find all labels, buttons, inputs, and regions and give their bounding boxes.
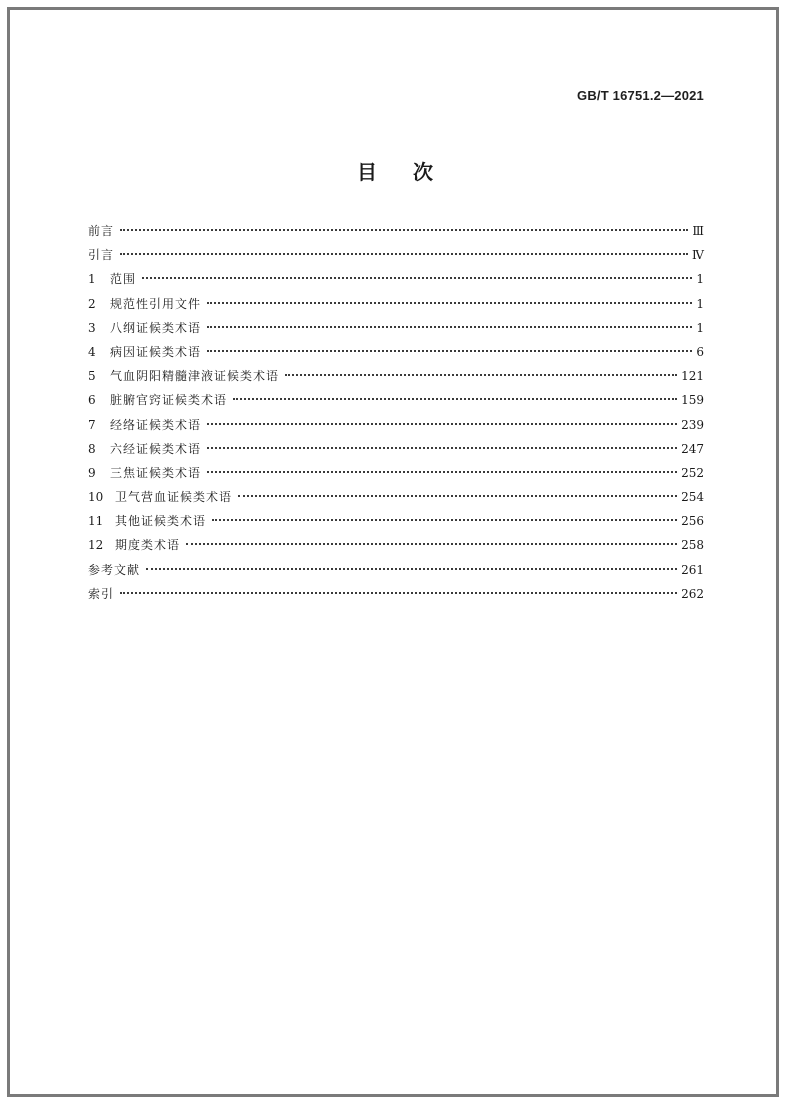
toc-entry[interactable] xyxy=(88,267,704,291)
toc-entry-page: Ⅲ xyxy=(692,224,704,238)
dot-leader xyxy=(146,568,677,570)
dot-leader xyxy=(285,374,677,376)
toc-entry[interactable] xyxy=(88,509,704,533)
toc-entry-page: Ⅳ xyxy=(692,248,704,263)
toc-entry-number: 1 xyxy=(88,272,96,287)
toc-entry[interactable] xyxy=(88,292,704,316)
toc-entry[interactable] xyxy=(88,243,704,267)
toc-entry-title: 其他证候类术语 xyxy=(115,514,207,529)
toc-entry-number: 8 xyxy=(88,441,96,456)
toc-entry-title: 卫气营血证候类术语 xyxy=(115,490,233,505)
dot-leader xyxy=(207,302,692,304)
toc-entry-number: 12 xyxy=(88,538,104,553)
toc-entry[interactable] xyxy=(88,364,704,388)
toc-entry-page: 254 xyxy=(681,490,704,505)
toc-entry-title: 规范性引用文件 xyxy=(110,296,202,311)
toc-entry-page: 1 xyxy=(696,296,704,311)
toc-entry[interactable] xyxy=(88,533,704,557)
toc-entry-title: 经络证候类术语 xyxy=(110,417,202,432)
toc-entry[interactable] xyxy=(88,219,704,243)
toc-entry-page: 261 xyxy=(681,562,704,577)
toc-entry[interactable] xyxy=(88,437,704,461)
dot-leader xyxy=(238,495,677,497)
toc-entry-title: 前言 xyxy=(88,224,115,238)
dot-leader xyxy=(120,253,688,255)
dot-leader xyxy=(120,592,677,594)
toc-entry-number: 7 xyxy=(88,417,96,432)
toc-entry-title: 范围 xyxy=(110,272,137,287)
toc-entry-number: 2 xyxy=(88,296,96,311)
toc-entry-page: 239 xyxy=(681,417,704,432)
toc-entry-number: 6 xyxy=(88,393,96,408)
toc-entry-title: 参考文献 xyxy=(88,562,141,577)
dot-leader xyxy=(212,519,677,521)
toc-entry-title: 期度类术语 xyxy=(115,538,181,553)
dot-leader xyxy=(233,398,677,400)
dot-leader xyxy=(120,229,688,231)
toc-entry-page: 121 xyxy=(681,369,704,384)
toc-entry-page: 258 xyxy=(681,538,704,553)
toc-entry-number: 5 xyxy=(88,369,96,384)
toc-entry-number: 10 xyxy=(88,490,104,505)
dot-leader xyxy=(207,350,692,352)
dot-leader xyxy=(207,326,692,328)
toc-entry-page: 1 xyxy=(696,272,704,287)
toc-entry-title: 脏腑官窍证候类术语 xyxy=(110,393,228,408)
toc-entry-title: 引言 xyxy=(88,248,115,263)
toc-entry[interactable] xyxy=(88,340,704,364)
dot-leader xyxy=(207,447,677,449)
toc-entry-title: 病因证候类术语 xyxy=(110,344,202,359)
toc-entry-title: 索引 xyxy=(88,586,115,601)
page-title: 目次 xyxy=(357,160,469,184)
toc-entry[interactable] xyxy=(88,461,704,485)
table-of-contents xyxy=(88,219,704,606)
toc-entry-page: 6 xyxy=(696,344,704,359)
toc-entry-title: 三焦证候类术语 xyxy=(110,465,202,480)
dot-leader xyxy=(142,277,692,279)
dot-leader xyxy=(186,543,677,545)
toc-entry-number: 9 xyxy=(88,465,96,480)
toc-entry[interactable] xyxy=(88,388,704,412)
toc-entry-title: 六经证候类术语 xyxy=(110,441,202,456)
toc-entry-number: 11 xyxy=(88,514,104,529)
toc-entry[interactable] xyxy=(88,558,704,582)
standard-code: GB/T 16751.2—2021 xyxy=(577,88,704,103)
dot-leader xyxy=(207,471,677,473)
toc-entry-page: 247 xyxy=(681,441,704,456)
toc-entry-page: 1 xyxy=(696,320,704,335)
toc-entry-title: 八纲证候类术语 xyxy=(110,320,202,335)
toc-entry[interactable] xyxy=(88,582,704,606)
toc-entry[interactable] xyxy=(88,316,704,340)
dot-leader xyxy=(207,423,677,425)
toc-entry[interactable] xyxy=(88,413,704,437)
toc-entry[interactable] xyxy=(88,485,704,509)
toc-entry-number: 3 xyxy=(88,320,96,335)
toc-entry-page: 159 xyxy=(681,393,704,408)
toc-entry-page: 262 xyxy=(681,586,704,601)
toc-entry-page: 256 xyxy=(681,514,704,529)
toc-entry-title: 气血阴阳精髓津液证候类术语 xyxy=(110,369,280,384)
toc-entry-number: 4 xyxy=(88,344,96,359)
toc-entry-page: 252 xyxy=(681,465,704,480)
